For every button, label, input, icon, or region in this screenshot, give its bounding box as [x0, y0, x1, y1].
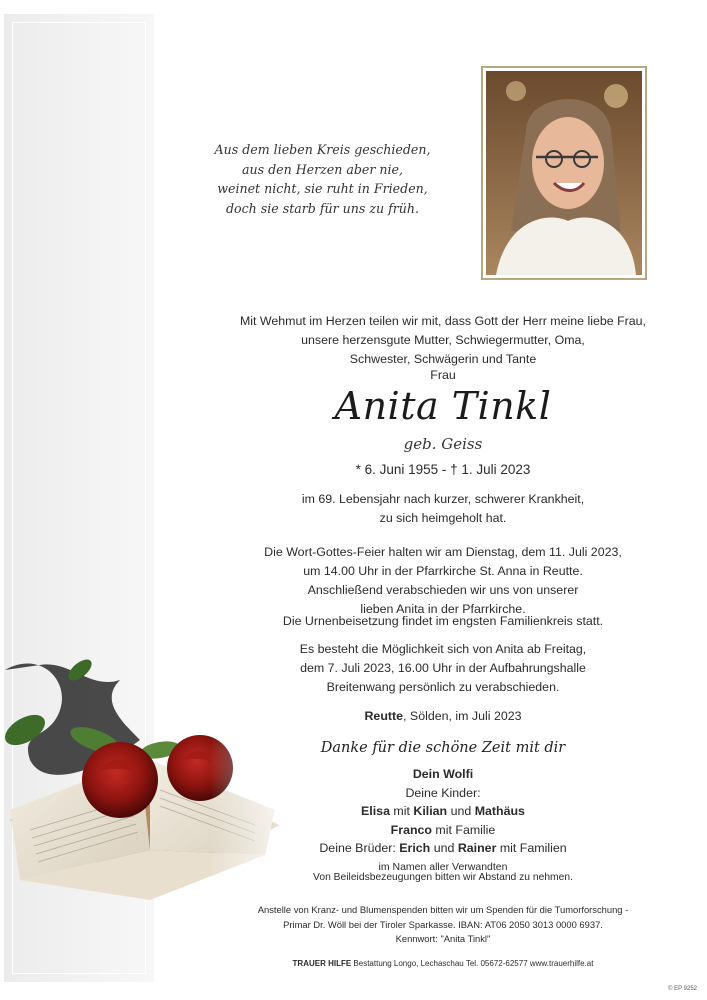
donations-line: Anstelle von Kranz- und Blumenspenden bitten wir um Spenden für die Tumorforschung -: [257, 904, 629, 915]
brothers-label: Deine Brüder:: [319, 841, 400, 855]
children-label: Deine Kinder:: [405, 785, 481, 800]
donations-line: Primar Dr. Wöll bei der Tiroler Sparkasse. IBAN: AT06 2050 3013 0000 6937.: [283, 918, 603, 930]
child-name: Franco: [390, 822, 432, 837]
farewell-line: Breitenwang persönlich zu verabschieden.: [326, 680, 560, 694]
intro-text: [193, 312, 693, 369]
brothers-row: [193, 839, 693, 858]
salutation: Frau: [430, 368, 456, 382]
family-list: [193, 765, 693, 876]
brother-name: Rainer: [457, 841, 497, 855]
ceremony-text: [193, 543, 693, 619]
child-name: Elisa: [361, 804, 390, 818]
connector-text: und: [447, 804, 475, 818]
illness-text: [193, 490, 693, 528]
husband-name: Dein Wolfi: [412, 767, 474, 781]
intro-line: unsere herzensgute Mutter, Schwiegermutter, Oma,: [301, 333, 585, 347]
ceremony-line: lieben Anita in der Pfarrkirche.: [360, 602, 526, 616]
condolences-note: Von Beileidsbezeugungen bitten wir Abstand zu nehmen.: [313, 872, 573, 883]
poem-line: aus den Herzen aber nie,: [241, 161, 403, 177]
poem-line: doch sie starb für uns zu früh.: [225, 200, 419, 216]
relatives-line: im Namen aller Verwandten: [378, 860, 508, 873]
connector-text: mit Familien: [496, 841, 567, 855]
grandchild-name: Kilian: [413, 804, 448, 818]
intro-line: Schwester, Schwägerin und Tante: [349, 352, 537, 366]
child-row-1: [193, 802, 693, 821]
maiden-name: geb. Geiss: [403, 435, 483, 453]
brother-name: Erich: [399, 841, 431, 855]
donations-note: [193, 903, 693, 947]
deceased-name: Anita Tinkl: [334, 384, 552, 428]
poem-line: weinet nicht, sie ruht in Frieden,: [217, 181, 428, 196]
grandchild-name: Mathäus: [474, 804, 525, 818]
connector-text: und: [430, 841, 458, 855]
urn-burial-text: Die Urnenbeisetzung findet im engsten Familienkreis statt.: [282, 614, 604, 628]
footer-text: Bestattung Longo, Lechaschau Tel. 05672-62577 www.trauerhilfe.at: [351, 959, 594, 968]
poem-line: Aus dem lieben Kreis geschieden,: [214, 142, 431, 157]
life-dates: * 6. Juni 1955 - † 1. Juli 2023: [355, 462, 531, 477]
place-rest: , Sölden, im Juli 2023: [403, 709, 522, 723]
connector-text: mit Familie: [431, 822, 496, 837]
donations-line: Kennwort: "Anita Tinkl": [395, 933, 491, 944]
ceremony-line: Die Wort-Gottes-Feier halten wir am Dienstag, dem 11. Juli 2023,: [264, 545, 622, 559]
document-code: © EP 9252: [668, 986, 697, 992]
child-row-2: [193, 821, 693, 840]
connector-text: mit: [389, 804, 414, 818]
illness-line: im 69. Lebensjahr nach kurzer, schwerer Krankheit,: [301, 492, 585, 506]
farewell-text: [193, 640, 693, 697]
farewell-line: dem 7. Juli 2023, 16.00 Uhr in der Aufbahrungshalle: [300, 661, 586, 675]
thanks-heading: Danke für die schöne Zeit mit dir: [320, 740, 566, 756]
farewell-line: Es besteht die Möglichkeit sich von Anita ab Freitag,: [299, 642, 587, 656]
footer-brand: TRAUER HILFE: [292, 959, 352, 968]
ceremony-line: um 14.00 Uhr in der Pfarrkirche St. Anna in Reutte.: [303, 564, 583, 578]
ceremony-line: Anschließend verabschieden wir uns von unserer: [307, 583, 579, 597]
illness-line: zu sich heimgeholt hat.: [379, 511, 507, 525]
intro-line: Mit Wehmut im Herzen teilen wir mit, dass Gott der Herr meine liebe Frau,: [239, 314, 647, 328]
place-date: [193, 709, 693, 723]
poem: [200, 140, 445, 218]
footer: [193, 959, 693, 968]
portrait-image: [486, 71, 642, 275]
portrait-photo: [481, 66, 647, 280]
place-city: Reutte: [364, 709, 404, 723]
